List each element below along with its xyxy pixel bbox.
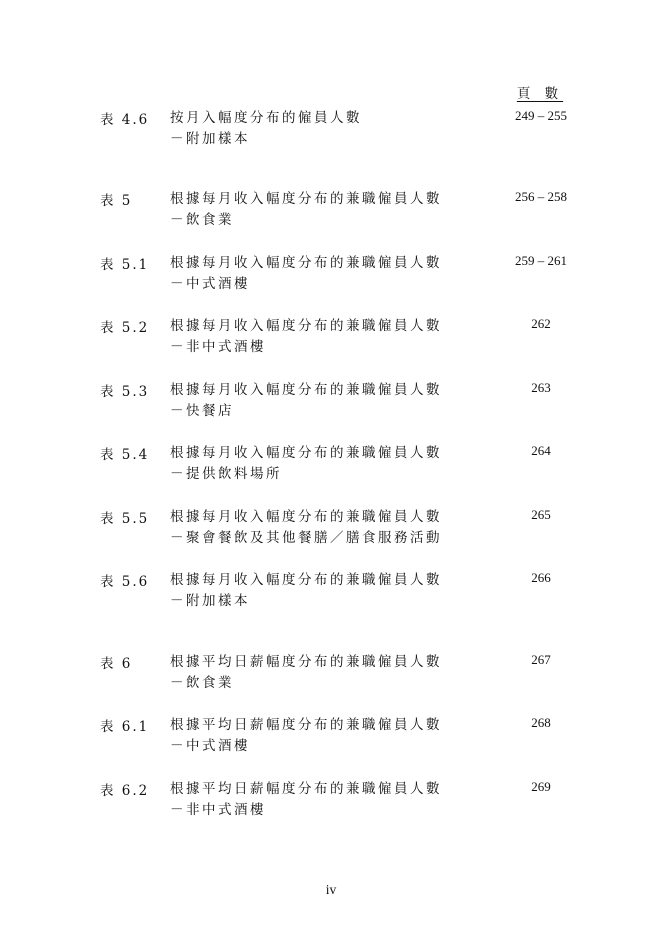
table-number: 表 6 [100, 656, 133, 672]
page-range: 256 – 258 [515, 189, 567, 204]
toc-entry [0, 108, 662, 156]
table-title: 按月入幅度分布的僱員人數 [170, 110, 362, 126]
toc-entry [0, 779, 662, 827]
page-range: 264 [531, 443, 551, 458]
table-title: 根據每月收入幅度分布的兼職僱員人數 [170, 572, 442, 588]
table-title: 根據每月收入幅度分布的兼職僱員人數 [170, 509, 442, 525]
table-title: 根據每月收入幅度分布的兼職僱員人數 [170, 191, 442, 207]
table-title: 根據平均日薪幅度分布的兼職僱員人數 [170, 717, 442, 733]
table-subtitle: －聚會餐飲及其他餐膳／膳食服務活動 [170, 530, 442, 546]
page-range: 262 [531, 316, 551, 331]
table-subtitle: －附加樣本 [170, 131, 250, 147]
table-subtitle: －飲食業 [170, 675, 234, 691]
toc-entry [0, 316, 662, 364]
table-subtitle: －非中式酒樓 [170, 802, 266, 818]
table-subtitle: －附加樣本 [170, 593, 250, 609]
table-title: 根據每月收入幅度分布的兼職僱員人數 [170, 255, 442, 271]
table-number: 表 5.2 [100, 320, 150, 336]
page-range: 269 [531, 779, 551, 794]
page-number: iv [325, 882, 337, 897]
table-title: 根據平均日薪幅度分布的兼職僱員人數 [170, 781, 442, 797]
table-number: 表 5.1 [100, 257, 150, 273]
page-range: 249 – 255 [515, 108, 567, 123]
page-range: 266 [531, 570, 551, 585]
table-subtitle: －快餐店 [170, 403, 234, 419]
toc-entry [0, 380, 662, 428]
table-title: 根據每月收入幅度分布的兼職僱員人數 [170, 382, 442, 398]
table-title: 根據每月收入幅度分布的兼職僱員人數 [170, 318, 442, 334]
table-subtitle: －提供飲料場所 [170, 466, 282, 482]
toc-entry [0, 253, 662, 301]
toc-entry [0, 443, 662, 491]
table-number: 表 5.3 [100, 384, 150, 400]
table-subtitle: －非中式酒樓 [170, 339, 266, 355]
table-title: 根據平均日薪幅度分布的兼職僱員人數 [170, 654, 442, 670]
page-range: 267 [531, 652, 551, 667]
toc-entry [0, 570, 662, 618]
table-number: 表 5.4 [100, 447, 150, 463]
page-range: 263 [531, 380, 551, 395]
toc-entry [0, 715, 662, 763]
page-range: 265 [531, 507, 551, 522]
table-subtitle: －中式酒樓 [170, 276, 250, 292]
table-title: 根據每月收入幅度分布的兼職僱員人數 [170, 445, 442, 461]
table-number: 表 4.6 [100, 112, 150, 128]
table-number: 表 6.2 [100, 783, 150, 799]
toc-entry [0, 189, 662, 237]
table-number: 表 6.1 [100, 719, 150, 735]
table-subtitle: －中式酒樓 [170, 738, 250, 754]
pages-column-header: 頁 數 [516, 86, 564, 102]
page-range: 268 [531, 715, 551, 730]
page-range: 259 – 261 [515, 253, 567, 268]
table-number: 表 5 [100, 193, 133, 209]
table-number: 表 5.6 [100, 574, 150, 590]
table-number: 表 5.5 [100, 511, 150, 527]
table-subtitle: －飲食業 [170, 212, 234, 228]
toc-entry [0, 507, 662, 555]
toc-entry [0, 652, 662, 700]
